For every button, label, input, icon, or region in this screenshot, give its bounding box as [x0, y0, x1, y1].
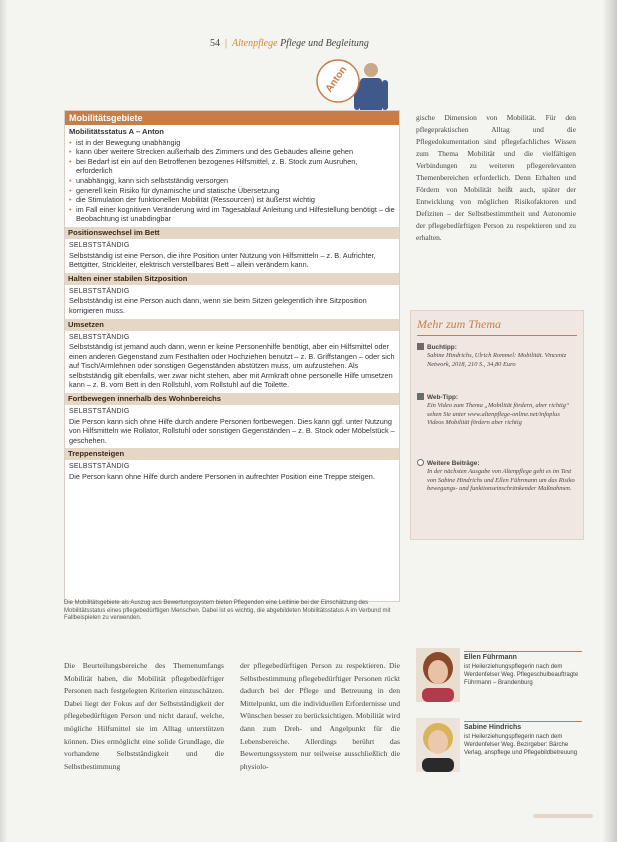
- section-level: SELBSTSTÄNDIG: [69, 408, 130, 416]
- list-item: • kann über weitere Strecken außerhalb des Zimmers und des Gebäudes alleine gehen: [69, 147, 395, 157]
- more-on-topic-title: Mehr zum Thema: [417, 317, 501, 331]
- divider: [464, 721, 582, 722]
- section-heading: Fortbewegen innerhalb des Wohnbereichs: [65, 393, 399, 405]
- section-level: SELBSTSTÄNDIG: [69, 287, 130, 295]
- page-number: 54: [210, 38, 220, 49]
- section-heading: Umsetzen: [65, 319, 399, 331]
- body-column-1: Die Beurteilungsbereiche des Themenumfangs Mobilität haben, die Mobilität pflegebedürftiger Personen nach festgelegten Kriterien einzuschätzen. Dabei liegt der Fokus auf der Selbstständigkeit der pflegebedürftigen Person und nicht darauf, welche, mögliche Hilfsmittel sie im Alltag unterstützen können. Dies ermöglicht eine solide Grundlage, die vorhandene Selbstständigkeit und die Selbstbestimmung: [64, 661, 224, 771]
- divider: [417, 335, 577, 336]
- book-icon: [417, 343, 424, 350]
- section-text: Die Person kann ohne Hilfe durch andere Personen in aufrechter Position eine Treppe steigen.: [69, 472, 375, 482]
- section-name: Altenpflege: [232, 38, 278, 49]
- author-photo-ellen: [416, 648, 460, 702]
- mobility-status-bullets: [69, 138, 395, 224]
- further-articles-label: Weitere Beiträge:: [427, 460, 480, 467]
- further-articles: [417, 459, 577, 494]
- section-level: SELBSTSTÄNDIG: [69, 333, 130, 341]
- list-item: • ist in der Bewegung unabhängig: [69, 138, 395, 148]
- list-item: • im Fall einer kognitiven Veränderung wird im Tagesablauf Anleitung und Hilfestellung benötigt – die Beobachtung ist unabdingbar: [69, 205, 395, 224]
- more-on-topic-box: [410, 310, 584, 540]
- mobility-box-title: Mobilitätsgebiete: [65, 111, 399, 125]
- book-tip-text: Sabine Hindrichs, Ulrich Rommel: Mobilität. Vincentz Network, 2018, 210 S., 34,80 Euro: [427, 352, 567, 368]
- mobility-box-body: [69, 127, 395, 482]
- right-column-text: gische Dimension von Mobilität. Für den pflegepraktischen Alltag und die Pflegedokumentation sind pflegefachliches Wissen zum Thema Mobilität und die vielfältigen Verbindungen zu weiteren pflegerelevanten Themenbereichen erforderlich. Denn Erhalten und Fördern von Mobilität heißt auch, später der Entwicklung von möglichen Risikofaktoren und Defiziten – der Selbstbestimmtheit und Autonomie der pflegebedürftigen Person zu respektieren und zu erhalten.: [416, 113, 576, 242]
- author-name: Sabine Hindrichs: [464, 724, 522, 731]
- running-header: [210, 38, 369, 49]
- author-info-ellen: [464, 654, 582, 687]
- list-item: • die Stimulation der funktionellen Mobilität (Ressourcen) ist äußerst wichtig: [69, 195, 395, 205]
- book-tip: [417, 343, 577, 369]
- list-item: • generell kein Risiko für dynamische und statische Übersetzung: [69, 186, 395, 196]
- web-tip: [417, 393, 577, 428]
- author-photo-sabine: [416, 718, 460, 772]
- section-text: Selbstständig ist eine Person auch dann, wenn sie beim Sitzen gelegentlich ihre Sitzposition korrigieren muss.: [69, 296, 367, 315]
- mobility-info-box: [64, 110, 400, 602]
- web-tip-text: Ein Video zum Thema „Mobilität fördern, aber richtig“ sehen Sie unter www.altenpflege-online.net/infoplus Videos Mobilität fördern aber richtig: [427, 402, 570, 427]
- section-level: SELBSTSTÄNDIG: [69, 241, 130, 249]
- info-icon: [417, 459, 424, 466]
- section-heading: Positionswechsel im Bett: [65, 227, 399, 239]
- list-item: • unabhängig, kann sich selbstständig versorgen: [69, 176, 395, 186]
- divider: [464, 651, 582, 652]
- mobility-status-title: Mobilitätsstatus A – Anton: [69, 127, 164, 136]
- further-articles-text: In der nächsten Ausgabe von Altenpflege geht es im Text von Sabine Hindrichs und Ellen Führmann um das Risiko bewegungs- und funktionseinschränkender Maßnahmen.: [427, 468, 575, 493]
- portrait-icon: [416, 718, 460, 772]
- book-tip-label: Buchtipp:: [427, 344, 457, 351]
- body-column-2: der pflegebedürftigen Person zu respektieren. Die Selbstbestimmung pflegebedürftiger Personen rückt dadurch bei der Pflege und Betreuung in den Mittelpunkt, um die individuellen Erfordernisse und Wünschen besser zu berücksichtigen. Mobilität wird dann zum Dreh- und Angelpunkt für die Lebensbereiche. Allerdings berührt das Bewertungssystem nur teilweise ausschließlich die physiolo-: [240, 661, 400, 771]
- page-edge-left: [0, 0, 8, 842]
- box-caption: Die Mobilitätsgebiete als Auszug aus Bewertungssystem bieten Pflegenden eine Leitlinie bei der Einschätzung des Mobilitätsstatus eines pflegebedürftigen Menschen. Dabei ist es wichtig, die abgebildeten Mobilitätsstatus A im Verbund mit Fallbeispielen zu verwenden.: [64, 600, 391, 622]
- author-bio: ist Heilerziehungspflegerin nach dem Werdenfelser Weg. Pflegeschulbeauftragte Führmann – Brandenburg: [464, 664, 579, 686]
- list-item: • bei Bedarf ist ein auf den Betroffenen bezogenes Hilfsmittel, z. B. Stock zum Ausruhen, erforderlich: [69, 157, 395, 176]
- footer-ornament: [533, 814, 593, 818]
- section-text: Die Person kann sich ohne Hilfe durch andere Personen fortbewegen. Dies kann ggf. unter Nutzung von Hilfsmitteln wie Rollator, Rollstuhl oder sonstigen Gegenständen – z. B. Stock oder Möbelstück – geschehen.: [69, 416, 395, 445]
- author-info-sabine: [464, 724, 582, 757]
- play-icon: [417, 393, 424, 400]
- section-text: Selbstständig ist jemand auch dann, wenn er keine Personenhilfe benötigt, aber ein Hilfsmittel oder einen anderen Gegenstand zum Festhalten oder Hochziehen benutzt – z. B. Griffstangen – oder sich auf Tisch/Armlehnen oder sonstigen Gegenständen abstützen muss, um aufzustehen. Als selbstständig gilt ebenfalls, wer zwar nicht stehen, aber mit Armkraft ohne personelle Hilfe umsetzen kann – z. B. vom Bett in den Rollstuhl, vom Rollstuhl auf die Toilette.: [69, 342, 395, 390]
- portrait-icon: [416, 648, 460, 702]
- section-text: Selbstständig ist eine Person, die ihre Position unter Nutzung von Hilfsmitteln – z. B. Aufrichter, Bettgitter, Strickleiter, elektrisch verstellbares Bett – allein verändern kann.: [69, 250, 376, 270]
- section-heading: Halten einer stabilen Sitzposition: [65, 273, 399, 285]
- section-heading: Treppensteigen: [65, 448, 399, 460]
- section-title: Pflege und Begleitung: [280, 38, 369, 49]
- section-level: SELBSTSTÄNDIG: [69, 463, 130, 471]
- author-name: Ellen Führmann: [464, 654, 517, 661]
- web-tip-label: Web-Tipp:: [427, 394, 459, 401]
- author-bio: ist Heilerziehungspflegerin nach dem Werdenfelser Weg. Bezirgeber: Bärche Verlag, anspflege und Pflegebildbetreuung: [464, 734, 578, 756]
- page-edge-right: [603, 0, 617, 842]
- anton-badge-label: Anton: [323, 64, 350, 95]
- header-separator: |: [225, 38, 228, 49]
